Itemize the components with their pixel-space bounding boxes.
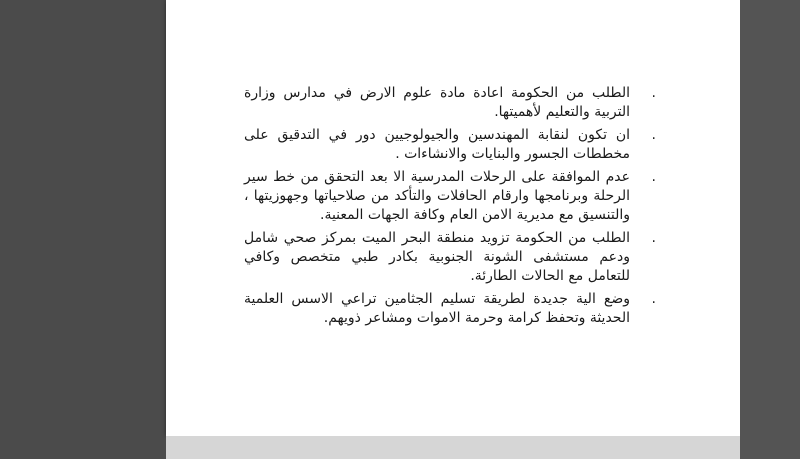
- list-item: [244, 84, 662, 122]
- bullet-marker: .: [651, 169, 656, 185]
- bullet-marker: .: [651, 291, 656, 307]
- list-item-text: الطلب من الحكومة تزويد منطقة البحر الميت بمركز صحي شامل ودعم مستشفى الشونة الجنوبية بكادر طبي متخصص وكافي للتعامل مع الحالات الطارئة.: [244, 230, 630, 284]
- viewer-background-right: [740, 0, 800, 459]
- list-item-text: ان تكون لنقابة المهندسين والجيولوجيين دور في التدقيق على مخططات الجسور والبنايات والانشاءات .: [244, 127, 630, 162]
- list-item-text: الطلب من الحكومة اعادة مادة علوم الارض في مدارس وزارة التربية والتعليم لأهميتها.: [244, 85, 630, 120]
- bullet-marker: .: [651, 127, 656, 143]
- list-item-text: عدم الموافقة على الرحلات المدرسية الا بعد التحقق من خط سير الرحلة وبرنامجها وارقام الحافلات والتأكد من صلاحياتها وجهوزيتها ، والتنسيق مع مديرية الامن العام وكافة الجهات المعنية.: [244, 169, 630, 223]
- list-item: [244, 168, 662, 225]
- list-item: [244, 126, 662, 164]
- list-item-text: وضع الية جديدة لطريقة تسليم الجثامين تراعي الاسس العلمية الحديثة وتحفظ كرامة وحرمة الاموات ومشاعر ذويهم.: [244, 291, 630, 326]
- bullet-marker: .: [651, 230, 656, 246]
- list-item: [244, 229, 662, 286]
- bullet-marker: .: [651, 85, 656, 101]
- recommendations-list: [244, 84, 662, 332]
- list-item: [244, 290, 662, 328]
- page-separator: [166, 436, 740, 459]
